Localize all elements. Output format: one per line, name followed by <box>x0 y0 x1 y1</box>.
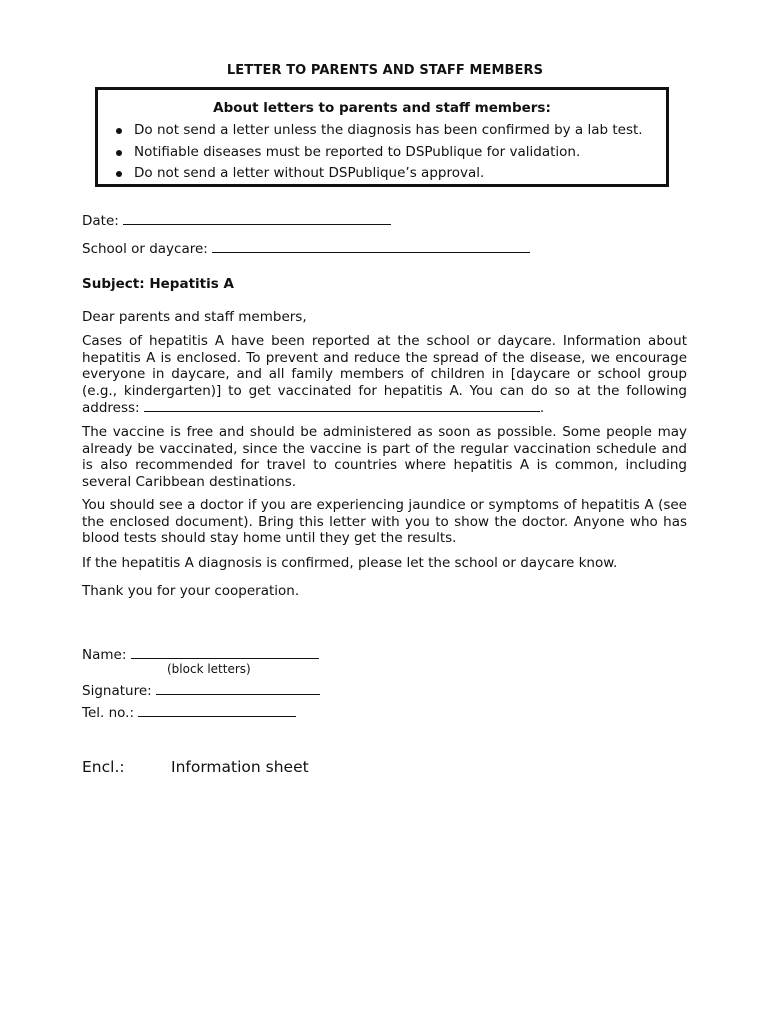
tel-line <box>82 705 296 721</box>
bullet-icon <box>116 150 122 156</box>
name-line <box>82 647 319 663</box>
paragraph-thanks: Thank you for your cooperation. <box>82 583 300 599</box>
enclosure-label: Encl.: <box>82 758 125 776</box>
name-field[interactable] <box>131 648 319 659</box>
notice-item: Notifiable diseases must be reported to DSPublique for validation. <box>114 142 643 164</box>
subject-line: Subject: Hepatitis A <box>82 276 234 292</box>
enclosure-value: Information sheet <box>171 758 309 776</box>
notice-list <box>114 120 643 185</box>
address-field[interactable] <box>144 401 540 412</box>
paragraph-vaccine: The vaccine is free and should be administered as soon as possible. Some people may already be vaccinated, since the vaccine is part of the regular vaccination schedule and is also recommended for travel to countries where hepatitis A is common, including several Caribbean destinations. <box>82 424 687 491</box>
signature-line <box>82 683 320 699</box>
notice-item: Do not send a letter unless the diagnosis has been confirmed by a lab test. <box>114 120 643 142</box>
signature-field[interactable] <box>156 684 320 695</box>
paragraph-doctor: You should see a doctor if you are experiencing jaundice or symptoms of hepatitis A (see the enclosed document). Bring this letter with you to show the doctor. Anyone who has blood tests should stay home until they get the results. <box>82 497 687 547</box>
school-field[interactable] <box>212 242 530 253</box>
school-label: School or daycare: <box>82 241 208 257</box>
school-line <box>82 241 530 257</box>
notice-item: Do not send a letter without DSPublique’s approval. <box>114 163 643 185</box>
signature-label: Signature: <box>82 683 152 699</box>
bullet-icon <box>116 171 122 177</box>
paragraph-cases: Cases of hepatitis A have been reported at the school or daycare. Information about hepatitis A is enclosed. To prevent and reduce the spread of the disease, we encourage everyone in daycare, and all family members of children in [daycare or school group (e.g., kindergarten)] to get vaccinated for hepatitis A. You can do so at the following address: . <box>82 333 687 416</box>
date-label: Date: <box>82 213 119 229</box>
tel-field[interactable] <box>138 706 296 717</box>
date-field[interactable] <box>123 214 391 225</box>
date-line <box>82 213 391 229</box>
bullet-icon <box>116 128 122 134</box>
tel-label: Tel. no.: <box>82 705 135 721</box>
paragraph-confirm: If the hepatitis A diagnosis is confirmed, please let the school or daycare know. <box>82 555 618 571</box>
page-title: LETTER TO PARENTS AND STAFF MEMBERS <box>226 63 544 78</box>
name-caption: (block letters) <box>167 662 251 676</box>
notice-heading: About letters to parents and staff members: <box>213 100 551 116</box>
greeting: Dear parents and staff members, <box>82 309 307 325</box>
name-label: Name: <box>82 647 127 663</box>
notice-box <box>95 87 669 187</box>
